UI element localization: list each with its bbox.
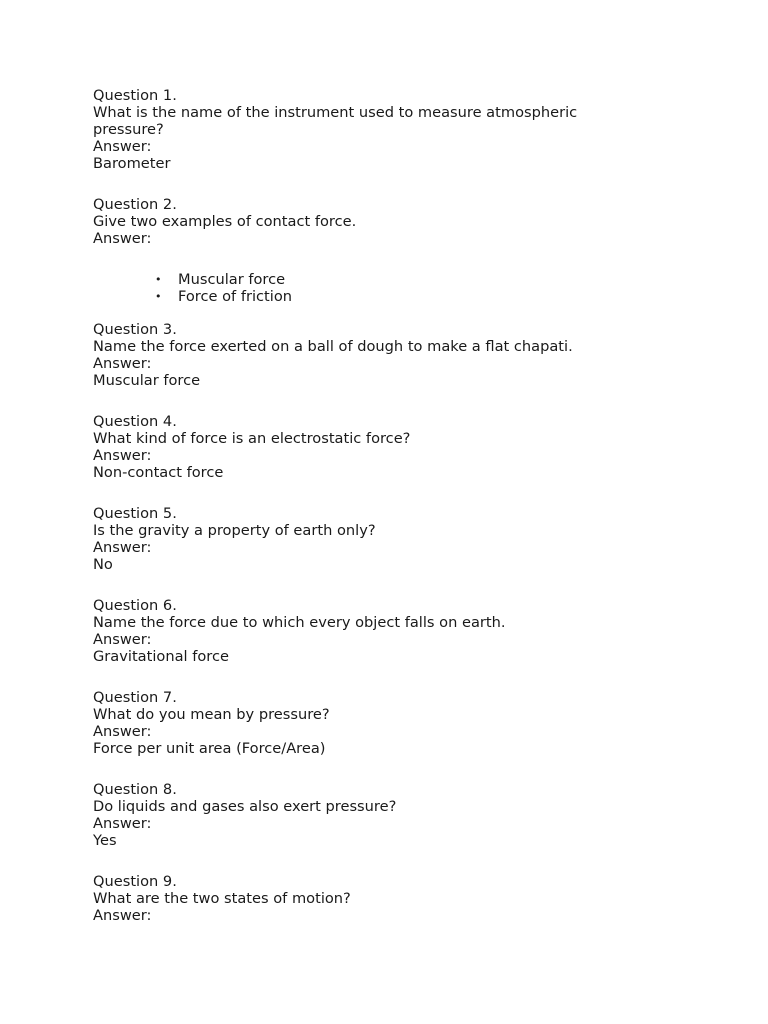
- answer-label: Answer:: [93, 138, 152, 155]
- answer-list: [93, 271, 633, 305]
- question-block-3: [93, 321, 633, 389]
- question-block-4: [93, 413, 633, 481]
- question-label: Question 6.: [93, 597, 177, 614]
- question-block-5: [93, 505, 633, 573]
- answer-text: Yes: [93, 832, 117, 849]
- question-text: Name the force due to which every object falls on earth.: [93, 614, 506, 631]
- answer-list-item: [155, 271, 633, 288]
- answer-text: Non-contact force: [93, 464, 224, 481]
- question-text: Give two examples of contact force.: [93, 213, 357, 230]
- answer-list-item-text: Muscular force: [178, 271, 286, 288]
- question-label: Question 3.: [93, 321, 177, 338]
- answer-text: No: [93, 556, 113, 573]
- answer-text: Force per unit area (Force/Area): [93, 740, 326, 757]
- question-label: Question 1.: [93, 87, 177, 104]
- question-block-6: [93, 597, 633, 665]
- question-text: What are the two states of motion?: [93, 890, 351, 907]
- question-label: Question 9.: [93, 873, 177, 890]
- question-block-8: [93, 781, 633, 849]
- answer-label: Answer:: [93, 723, 152, 740]
- answer-label: Answer:: [93, 815, 152, 832]
- question-label: Question 2.: [93, 196, 177, 213]
- question-block-9: [93, 873, 633, 924]
- question-block-2: [93, 196, 633, 305]
- answer-text: Barometer: [93, 155, 171, 172]
- answer-list-item: [155, 288, 633, 305]
- bullet-icon: •: [155, 273, 162, 286]
- question-block-1: [93, 87, 633, 172]
- question-text: What kind of force is an electrostatic force?: [93, 430, 411, 447]
- answer-list-item-text: Force of friction: [178, 288, 292, 305]
- answer-label: Answer:: [93, 230, 152, 247]
- answer-text: Muscular force: [93, 372, 201, 389]
- question-block-7: [93, 689, 633, 757]
- question-text: What do you mean by pressure?: [93, 706, 330, 723]
- question-text: Name the force exerted on a ball of dough to make a flat chapati.: [93, 338, 573, 355]
- question-text: What is the name of the instrument used to measure atmospheric pressure?: [93, 104, 582, 138]
- answer-label: Answer:: [93, 355, 152, 372]
- bullet-icon: •: [155, 290, 162, 303]
- question-label: Question 8.: [93, 781, 177, 798]
- answer-label: Answer:: [93, 631, 152, 648]
- document-page: [93, 87, 633, 948]
- question-text: Do liquids and gases also exert pressure?: [93, 798, 397, 815]
- question-label: Question 5.: [93, 505, 177, 522]
- question-label: Question 4.: [93, 413, 177, 430]
- answer-label: Answer:: [93, 907, 152, 924]
- answer-label: Answer:: [93, 447, 152, 464]
- answer-label: Answer:: [93, 539, 152, 556]
- question-text: Is the gravity a property of earth only?: [93, 522, 376, 539]
- answer-text: Gravitational force: [93, 648, 229, 665]
- question-label: Question 7.: [93, 689, 177, 706]
